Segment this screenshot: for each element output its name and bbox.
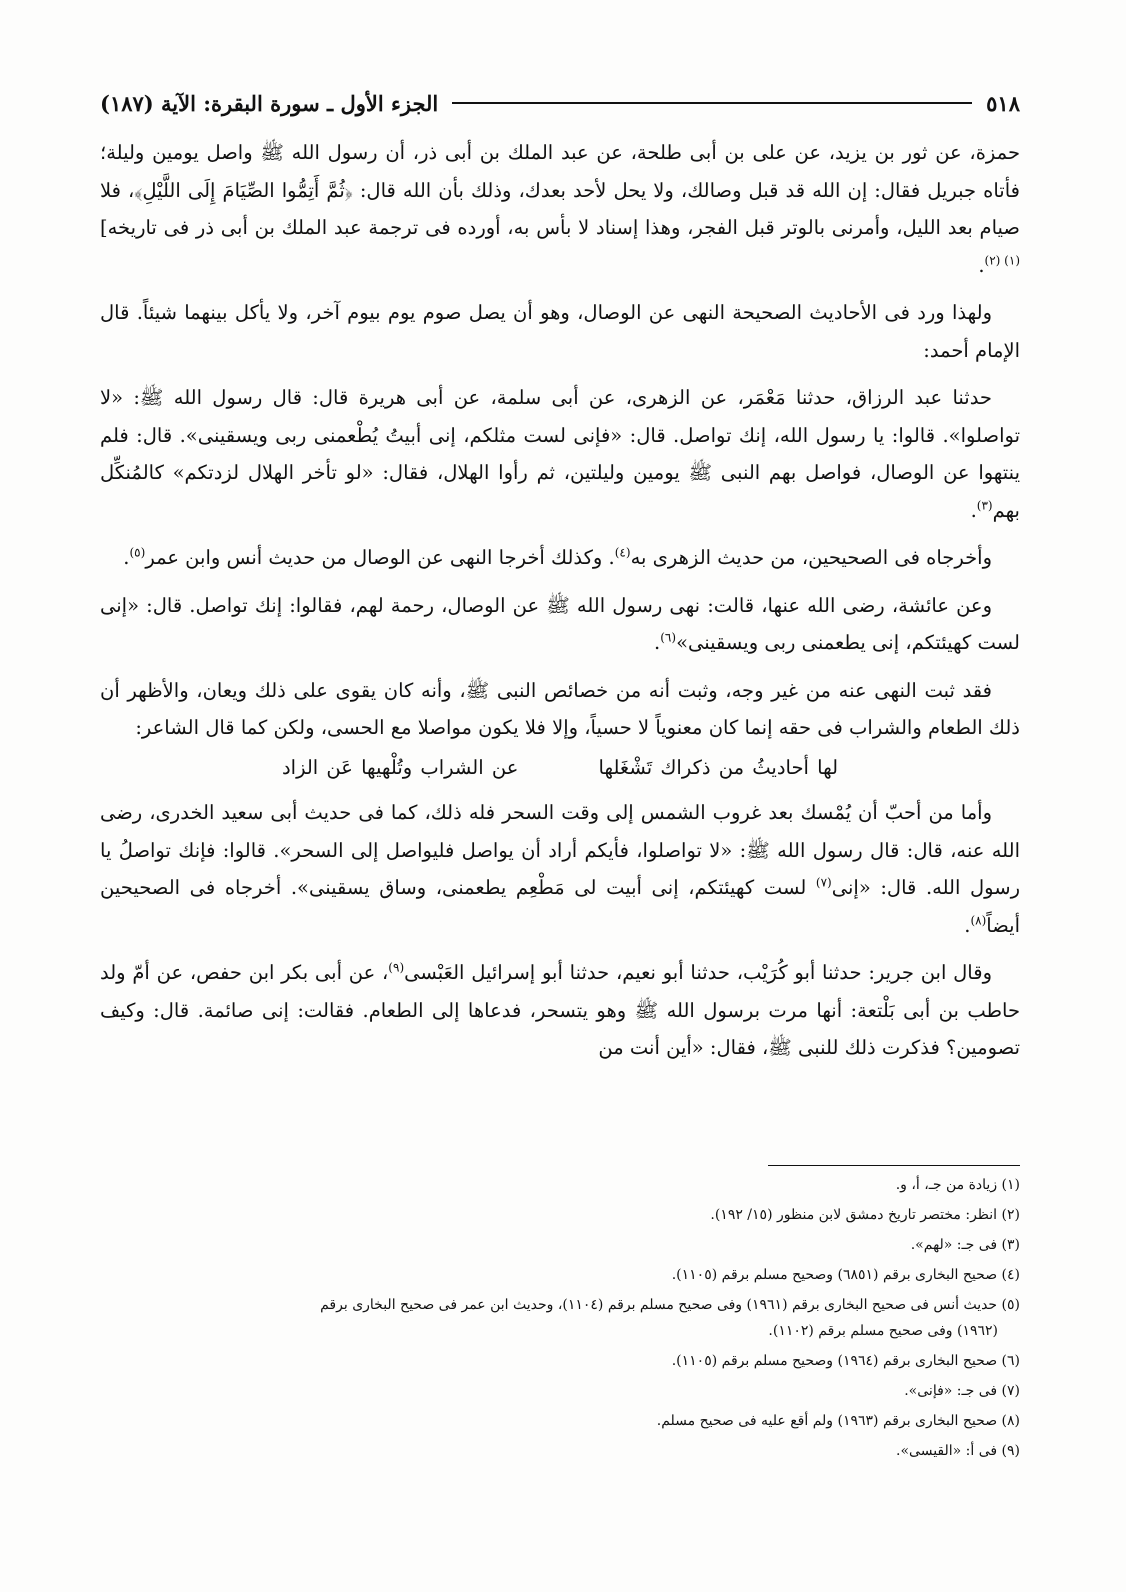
paragraph-text: ولهذا ورد فى الأحاديث الصحيحة النهى عن الوصال، وهو أن يصل صوم يوم بيوم آخر، ولا يأكل بينهما شيئاً. قال الإمام أحمد: bbox=[100, 301, 1020, 362]
footnote: (٨) صحيح البخارى برقم (١٩٦٣) ولم أقع عليه فى صحيح مسلم. bbox=[656, 1413, 1020, 1429]
footnote: (٧) فى جـ: «فإنى». bbox=[904, 1383, 1020, 1399]
paragraph bbox=[100, 294, 1020, 369]
footnotes bbox=[100, 1172, 1020, 1468]
paragraph-text: وأخرجاه فى الصحيحين، من حديث الزهرى به bbox=[630, 546, 992, 569]
paragraph-text: ، عن أبى بكر ابن حفص، عن أمّ ولد حاطب بن أبى بَلْتعة: أنها مرت برسول الله ﷺ وهو يتسحر، فدعاها إلى الطعام. فقالت: إنى صائمة. قال: وكيف تصومين؟ فذكرت ذلك للنبى ﷺ، فقال: «أين أنت من bbox=[100, 961, 1020, 1059]
verse-first-hemistich: لها أحاديثُ من ذكراك تَشْغَلها bbox=[598, 755, 839, 779]
paragraph-text: . bbox=[964, 913, 971, 937]
footnote-marker: (١) (٢) bbox=[984, 253, 1020, 267]
running-title: الجزء الأول ـ سورة البقرة: الآية (١٨٧) bbox=[100, 90, 439, 116]
footnote: (٩) فى أ: «القيسى». bbox=[896, 1443, 1020, 1459]
footnote-marker: (٣) bbox=[976, 498, 993, 512]
header-rule bbox=[452, 102, 972, 104]
footnote-marker: (٩) bbox=[388, 960, 405, 975]
page-header bbox=[100, 86, 1020, 120]
footnote: (٤) صحيح البخارى برقم (٦٨٥١) وصحيح مسلم برقم (١١٠٥). bbox=[671, 1267, 1020, 1283]
footnote-continuation: (١٩٦٢) وفى صحيح مسلم برقم (١١٠٢). bbox=[768, 1323, 998, 1339]
paragraph bbox=[100, 379, 1020, 529]
paragraph-text: . وكذلك أخرجا النهى عن الوصال من حديث أنس وابن عمر bbox=[145, 546, 615, 569]
paragraph bbox=[100, 954, 1020, 1067]
footnote: (٦) صحيح البخارى برقم (١٩٦٤) وصحيح مسلم برقم (١١٠٥). bbox=[671, 1353, 1020, 1369]
paragraph-text: . bbox=[654, 631, 661, 654]
footnote: (٢) انظر: مختصر تاريخ دمشق لابن منظور (١٥/ ١٩٢). bbox=[710, 1207, 1020, 1223]
paragraph bbox=[100, 794, 1020, 944]
footnote-divider bbox=[768, 1165, 1020, 1166]
paragraph-text: . bbox=[123, 546, 130, 569]
paragraph-text: حمزة، عن ثور بن يزيد، عن على بن أبى طلحة، عن عبد الملك بن أبى ذر، أن رسول الله ﷺ واصل يومين وليلة؛ فأتاه جبريل فقال: إن الله قد قبل وصالك، ولا يحل لأحد بعدك، وذلك بأن الله قال: ﴿ثُمَّ أَتِمُّوا الصِّيَامَ إِلَى اللَّيْلِ﴾، فلا صيام بعد الليل، وأمرنى بالوتر قبل الفجر، وهذا إسناد لا بأس به، أورده فى ترجمة عبد الملك بن أبى ذر فى تاريخه] bbox=[100, 141, 1020, 239]
main-text bbox=[100, 134, 1020, 1077]
footnote-marker: (٤) bbox=[614, 545, 631, 560]
paragraph-text: حدثنا عبد الرزاق، حدثنا مَعْمَر، عن الزهرى، عن أبى سلمة، عن أبى هريرة قال: قال رسول الله ﷺ: «لا تواصلوا». قالوا: يا رسول الله، إنك تواصل. قال: «فإنى لست مثلكم، إنى أبيتُ يُطْعمنى ربى ويسقينى». قال: فلم ينتهوا عن الوصال، فواصل بهم النبى ﷺ يومين وليلتين، ثم رأوا الهلال، فقال: «لو تأخر الهلال لزدتكم» كالمُنكِّل بهم bbox=[100, 386, 1020, 522]
footnote-marker: (٨) bbox=[970, 913, 987, 927]
paragraph bbox=[100, 587, 1020, 662]
paragraph-text: وعن عائشة، رضى الله عنها، قالت: نهى رسول الله ﷺ عن الوصال، رحمة لهم، فقالوا: إنك تواصل. قال: «إنى لست كهيئتكم، إنى يطعمنى ربى ويسقينى» bbox=[100, 593, 1020, 654]
footnote: (١) زيادة من جـ، أ، و. bbox=[895, 1177, 1020, 1193]
paragraph-text: فقد ثبت النهى عنه من غير وجه، وثبت أنه من خصائص النبى ﷺ، وأنه كان يقوى على ذلك ويعان، والأظهر أن ذلك الطعام والشراب فى حقه إنما كان معنوياً لا حسياً، وإلا فلا يكون مواصلا مع الحسى، ولكن كما قال الشاعر: bbox=[100, 678, 1020, 739]
paragraph bbox=[100, 672, 1020, 747]
footnote-marker: (٥) bbox=[129, 545, 146, 560]
verse-second-hemistich: عن الشراب وتُلْهيها عَن الزاد bbox=[281, 755, 519, 779]
page-number: ٥١٨ bbox=[986, 90, 1020, 116]
footnote-marker: (٦) bbox=[660, 630, 677, 645]
paragraph-text: وأما من أحبّ أن يُمْسك بعد غروب الشمس إلى وقت السحر فله ذلك، كما فى حديث أبى سعيد الخدرى، رضى الله عنه، قال: قال رسول الله ﷺ: «لا تواصلوا، فأيكم أراد أن يواصل فليواصل إلى السحر». قالوا: فإنك تواصلُ يا رسول الله. قال: «إنى bbox=[100, 801, 1021, 899]
paragraph-text: لست كهيئتكم، إنى أبيت لى مَطْعِم يطعمنى، وساق يسقينى». أخرجاه فى الصحيحين أيضاً bbox=[100, 876, 1020, 937]
paragraph-text: وقال ابن جرير: حدثنا أبو كُرَيْب، حدثنا أبو نعيم، حدثنا أبو إسرائيل العَبْسى bbox=[404, 961, 992, 984]
paragraph bbox=[100, 539, 1020, 577]
footnote-marker: (٧) bbox=[815, 875, 832, 890]
paragraph-text: . bbox=[978, 253, 985, 277]
footnote: (٣) فى جـ: «لهم». bbox=[910, 1237, 1020, 1253]
footnote: (٥) حديث أنس فى صحيح البخارى برقم (١٩٦١) وفى صحيح مسلم برقم (١١٠٤)، وحديث ابن عمر فى صحيح البخارى برقم bbox=[320, 1297, 1020, 1313]
paragraph-text: . bbox=[970, 498, 977, 522]
paragraph bbox=[100, 134, 1020, 284]
poetry-verse bbox=[100, 749, 1020, 787]
